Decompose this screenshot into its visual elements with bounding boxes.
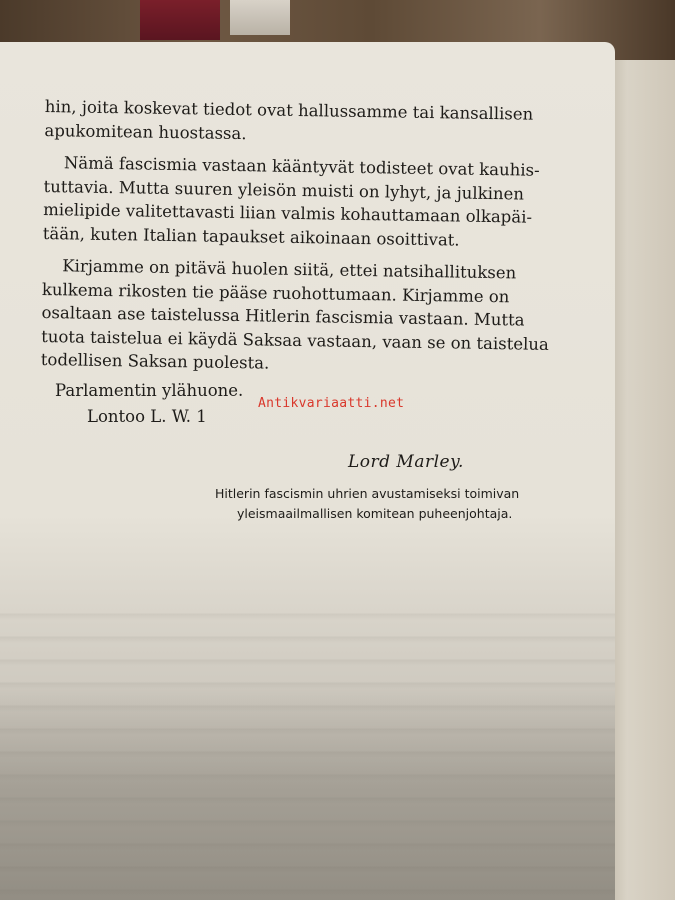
text-line: tuota taistelua ei käydä Saksaa vastaan, vaan se on taistelua <box>41 326 549 354</box>
signature-name: Lord Marley. <box>348 452 464 472</box>
text-line: kulkema rikosten tie pääse ruohottumaan. Kirjamme on <box>41 279 510 306</box>
signoff-city: Lontoo L. W. 1 <box>87 407 207 426</box>
signoff <box>55 378 243 430</box>
text-line: tuttavia. Mutta suuren yleisön muisti on lyhyt, ja julkinen <box>43 176 525 204</box>
paragraph-3 <box>41 254 593 380</box>
page-shadow <box>0 682 615 900</box>
caption-line-2: yleismaailmallisen komitean puheenjohtaja. <box>237 506 513 521</box>
signoff-place: Parlamentin ylähuone. <box>55 381 244 400</box>
text-line: Nämä fascismia vastaan kääntyvät todisteet ovat kauhis- <box>63 153 540 180</box>
text-line: todellisen Saksan puolesta. <box>40 349 270 373</box>
paragraph-2 <box>43 151 594 254</box>
text-line: hin, joita koskevat tiedot ovat hallussamme tai kansallisen <box>44 96 534 124</box>
text-line: mielipide valitettavasti liian valmis kohauttamaan olkapäi- <box>43 199 533 227</box>
paragraph-1 <box>44 95 595 151</box>
body-text <box>41 95 595 389</box>
text-line: Kirjamme on pitävä huolen siitä, ettei natsihallituksen <box>62 256 517 283</box>
red-book-spine <box>140 0 220 40</box>
signature-caption <box>215 484 519 524</box>
white-book-spine <box>230 0 290 35</box>
text-line: osaltaan ase taistelussa Hitlerin fascismia vastaan. Mutta <box>41 302 525 330</box>
text-line: tään, kuten Italian tapaukset aikoinaan osoittivat. <box>42 223 460 250</box>
caption-line-1: Hitlerin fascismin uhrien avustamiseksi toimivan <box>215 486 520 501</box>
watermark: Antikvariaatti.net <box>258 396 405 411</box>
text-line: apukomitean huostassa. <box>44 120 247 143</box>
